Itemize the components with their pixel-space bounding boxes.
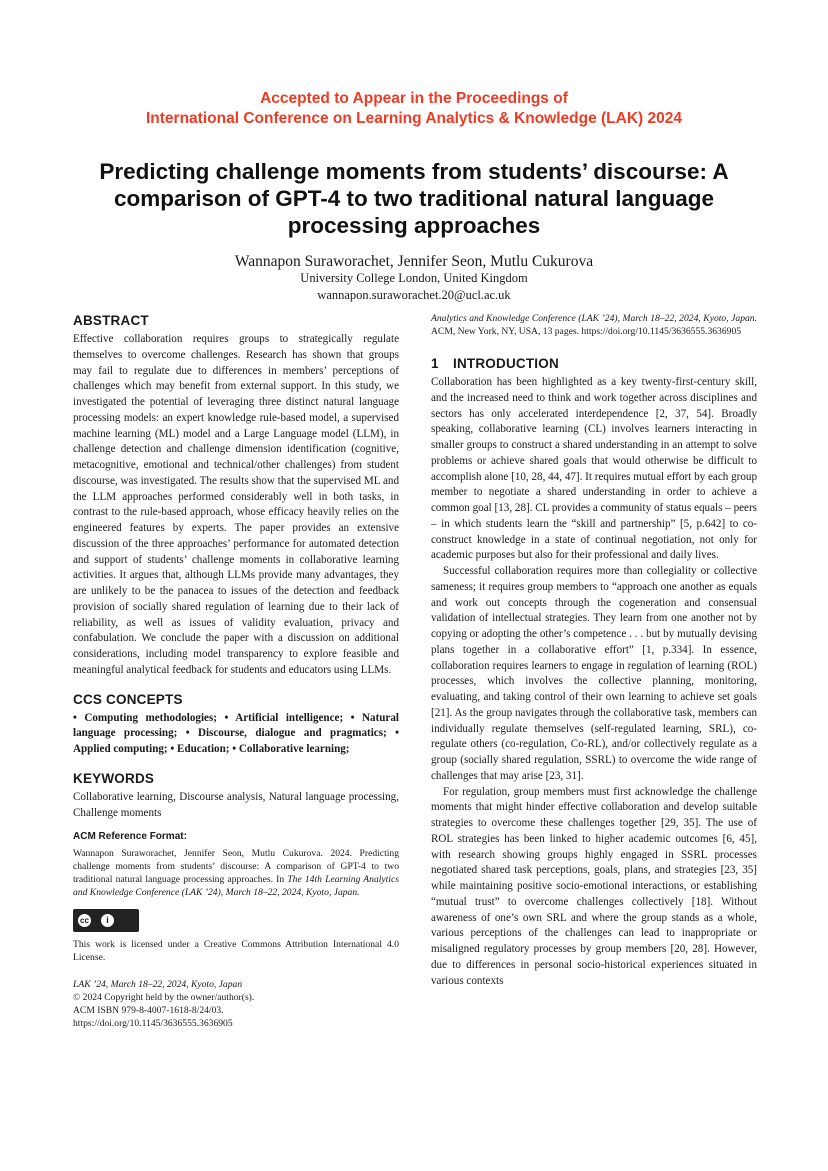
publication-metadata [73, 978, 399, 991]
intro-paragraph-1: Collaboration has been highlighted as a key twenty-first-century skill, and the increased need to think and work together across disciplines and sectors has only accelerated interdependence [2, 37, 54]. Broadly speaking, collaborative learning (CL) involves learners interacting in smaller groups to construct a shared understanding in an attempt to solve problems or achieve shared goals that would otherwise be difficult to accomplish alone [10, 28, 44, 47]. It requires mutual effort by each group member to negotiate a shared understanding in order to achieve a common goal [13, 28]. CL provides a community of status equals – peers – in which students learn the “skill and partnership” [5, p.642] to co-construct knowledge in a state of continual negotiation, not only for academic purposes but also for their professional and daily lives. [431, 376, 757, 562]
ccs-text: • Computing methodologies; • Artificial intelligence; • Natural language processing; • Discourse, dialogue and pragmatics; • Applied computing; • Education; • Collaborative learning; [73, 711, 399, 755]
introduction-heading [431, 355, 757, 372]
pub-copyright: © 2024 Copyright held by the owner/author(s). [73, 992, 255, 1003]
pub-isbn: ACM ISBN 979-8-4007-1618-8/24/03. [73, 1005, 224, 1016]
acm-reference-italic: The 14th Learning Analytics and Knowledge Conference (LAK ’24), March 18–22, 2024, Kyoto, Japan. [73, 874, 399, 898]
abstract-text: Effective collaboration requires groups to strategically regulate themselves to overcome challenges. Research has shown that groups may fail to regulate due to differences in members’ perceptions of challenges which may benefit from external support. In this study, we investigated the potential of leveraging three distinct natural language processing models: an expert knowledge rule-based model, a supervised machine learning (ML) model and a Large Language model (LLM), in challenge detection and challenge dimension identification (cognitive, metacognitive, emotional and technical/other challenges) from student discourse, was investigated. The results show that the supervised ML and the LLM approaches performed considerably well in both tasks, in contrast to the rule-based approach, whose efficacy heavily relies on the engineered features by experts. The paper provides an extensive discussion of the three approaches’ performance for automated detection and support of students’ challenge moments in collaborative learning activities. It argues that, although LLMs provide many advantages, they are unlikely to be the panacea to issues of the detection and feedback provision of socially shared regulation of learning due to their lack of reliability, as well as issues of validity evaluation, privacy and confabulation. We conclude the paper with a discussion on additional considerations, including model transparency to explore feasible and meaningful analytical feedback for students and educators using LLMs. [73, 333, 399, 676]
acm-reference-heading: ACM Reference Format: [73, 831, 187, 843]
author-email: wannapon.suraworachet.20@ucl.ac.uk [317, 288, 511, 302]
keywords-heading: KEYWORDS [73, 770, 155, 786]
keywords-text: Collaborative learning, Discourse analysis, Natural language processing, Challenge moments [73, 790, 399, 819]
acm-reference-text [73, 847, 399, 899]
affiliation-block [0, 270, 828, 304]
introduction-section [431, 355, 757, 989]
pub-doi[interactable]: https://doi.org/10.1145/3636555.3636905 [73, 1018, 233, 1029]
keywords-section [73, 770, 399, 822]
affiliation: University College London, United Kingdom [300, 271, 528, 285]
ccs-section [73, 691, 399, 758]
license-text: This work is licensed under a Creative Commons Attribution International 4.0 License. [73, 939, 399, 963]
creative-commons-badge[interactable] [73, 909, 139, 932]
section-title: INTRODUCTION [453, 356, 559, 371]
pub-venue: LAK ’24, March 18–22, 2024, Kyoto, Japan [73, 979, 243, 990]
publication-metadata-plain [73, 991, 399, 1030]
banner-line-2: International Conference on Learning Analytics & Knowledge (LAK) 2024 [146, 110, 682, 127]
paper-title: Predicting challenge moments from students’ discourse: A comparison of GPT-4 to two traditional natural language processing approaches [99, 159, 729, 238]
left-column [73, 312, 399, 1030]
acm-reference-start: Wannapon Suraworachet, Jennifer Seon, Mutlu Cukurova. 2024. Predicting challenge moments from students’ discourse: A comparison of GPT-4 to two traditional natural language processing approaches. In [73, 848, 399, 885]
right-column [431, 312, 757, 989]
abstract-section [73, 312, 399, 679]
author-list: Wannapon Suraworachet, Jennifer Seon, Mutlu Cukurova [234, 253, 594, 270]
cc-icon: cc [76, 912, 93, 929]
banner-line-1: Accepted to Appear in the Proceedings of [260, 90, 568, 107]
acceptance-banner [0, 89, 828, 129]
attribution-icon: i [99, 912, 116, 929]
section-number: 1 [431, 356, 439, 371]
abstract-heading: ABSTRACT [73, 313, 149, 328]
acm-reference-continued-italic: Analytics and Knowledge Conference (LAK ’24), March 18–22, 2024, Kyoto, Japan. [431, 313, 757, 324]
intro-paragraph-2: Successful collaboration requires more than collegiality or collective sameness; it requires group members to “approach one another as equals and work out concepts through the cogeneration and consensual validation of intellectual strategies. They learn from one another not by copying or adopting the other’s competence . . . but by mutually devising plans together in a collaborative effort” [1, p.334]. In essence, collaboration requires learners to engage in regulation of learning (ROL) processes, which involves the collective planning, monitoring, evaluating, and taking control of their own learning to achieve set goals [21]. As the group navigates through the collaborative task, members can individually regulate themselves (self-regulated learning, SRL), co-regulate others (co-regulation, Co-RL), and/or collectively regulate as a group (socially shared regulation, SSRL) to overcome the wide range of challenges that may arise [23, 31]. [431, 565, 757, 782]
acm-reference-continued [431, 312, 757, 338]
ccs-heading: CCS CONCEPTS [73, 691, 183, 707]
acm-reference-end: ACM, New York, NY, USA, 13 pages. https://doi.org/10.1145/3636555.3636905 [431, 326, 742, 337]
intro-paragraph-3: For regulation, group members must first acknowledge the challenge moments that might hinder effective collaboration and develop suitable strategies to overcome these challenges together [29, 35]. The use of ROL strategies has been linked to higher academic outcomes [6, 45], with research showing groups highly engaged in SSRL processes negotiated shared task perceptions, goals, plans, and strategies [23, 35] while maintaining positive socio-emotional interactions, or establishing “mutual trust” to overcome challenges collectively [18]. Without awareness of one’s own SRL and where the group stands as a whole, various perceptions of the challenges can lead to inappropriate or misaligned regulatory processes by group members [20, 28]. However, due to differences in personal socio-historical experiences situated in various contexts [431, 785, 757, 987]
